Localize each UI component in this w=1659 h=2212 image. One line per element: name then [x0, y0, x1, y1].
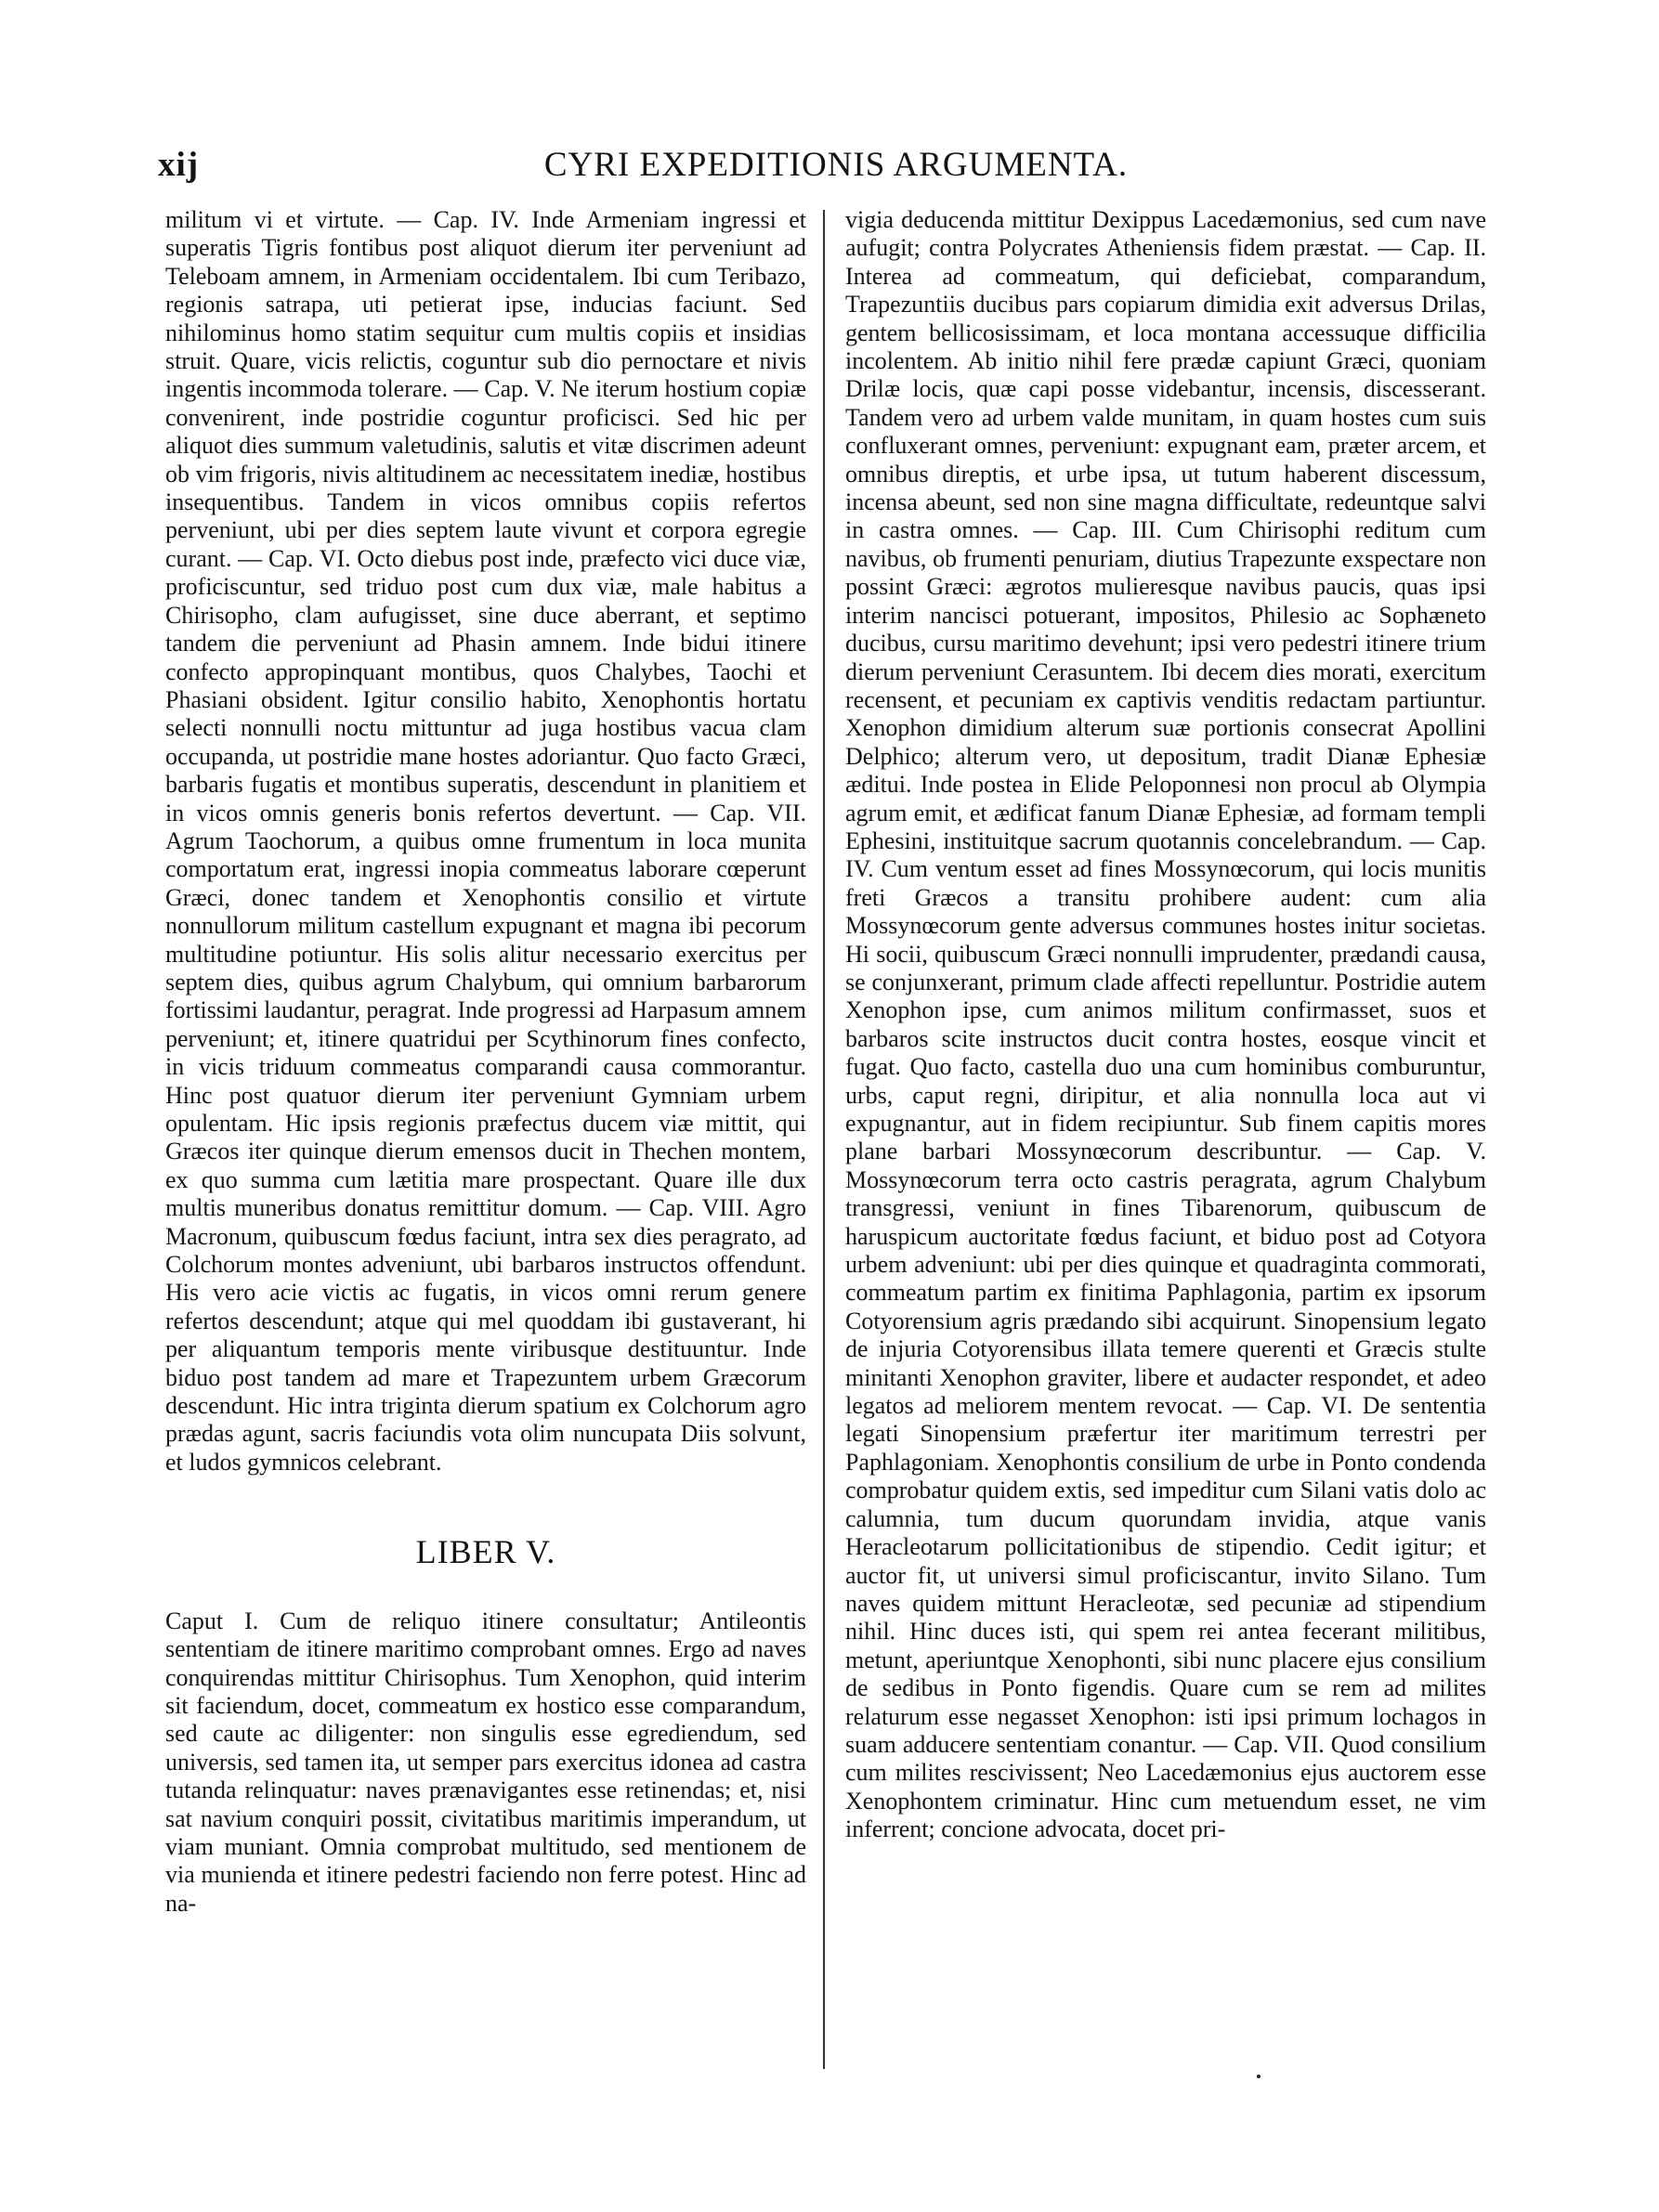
running-title: CYRI EXPEDITIONIS ARGUMENTA. — [543, 146, 1129, 184]
right-column-paragraph: vigia deducenda mittitur Dexippus Lacedæmonius, sed cum nave aufugit; contra Polycrates Atheniensis fidem præstat. — Cap. II. Interea ad commeatum, qui deficiebat, comparandum, Trapezuntiis ducibus pars copiarum dimidia exit adversus Drilas, gentem bellicosissimam, et loca montana accessuque difficilia incolentem. Ab initio nihil fere prædæ capiunt Græci, quoniam Drilæ locis, quæ capi posse videbantur, incensis, discesserant. Tandem vero ad urbem valde munitam, in quam hostes cum suis confluxerant omnes, perveniunt: expugnant eam, præter arcem, et omnibus direptis, et urbe ipsa, ut tutum haberent discessum, incensa abeunt, sed non sine magna difficultate, redeuntque salvi in castra omnes. — Cap. III. Cum Chirisophi reditum cum navibus, ob frumenti penuriam, diutius Trapezunte exspectare non possint Græci: ægrotos mulieresque navibus paucis, quas ipsi interim nancisci potuerant, impositos, Philesio ac Sophæneto ducibus, cursu maritimo devehunt; ipsi vero pedestri itinere trium dierum perveniunt Cerasuntem. Ibi decem dies morati, exercitum recensent, et pecuniam ex captivis venditis redactam partiuntur. Xenophon dimidium alterum suæ portionis consecrat Apollini Delphico; alterum vero, ut depositum, tradit Dianæ Ephesiæ æditui. Inde postea in Elide Peloponnesi non procul ab Olympia agrum emit, et ædificat fanum Dianæ Ephesiæ, ad formam templi Ephesini, instituitque sacrum quotannis concelebrandum. — Cap. IV. Cum ventum esset ad fines Mossynœcorum, qui locis munitis freti Græcos a transitu prohibere audent: cum alia Mossynœcorum gente adversus communes hostes initur societas. Hi socii, quibuscum Græci nonnulli imprudenter, prædandi causa, se conjunxerant, primum clade affecti repelluntur. Postridie autem Xenophon ipse, cum animos militum confirmasset, suos et barbaros scite instructos ducit contra hostes, eosque vincit et fugat. Quo facto, castella duo una cum hominibus comburuntur, urbs, caput regni, diripitur, et alia nonnulla loca aut vi expugnantur, aut in fidem recipiuntur. Sub finem capitis mores plane barbari Mossynœcorum describuntur. — Cap. V. Mossynœcorum terra octo castris peragrata, agrum Chalybum transgressi, veniunt in fines Tibarenorum, quibuscum de haruspicum auctoritate fœdus faciunt, et biduo post ad Cotyora urbem adveniunt: ubi per dies quinque et quadraginta commorati, commeatum partim ex finitima Paphlagonia, partim ex ipsorum Cotyorensium agris prædando sibi acquirunt. Sinopensium legato de injuria Cotyorensibus illata temere querenti et Græcis stulte minitanti Xenophon graviter, libere et audacter respondet, et adeo legatos ad meliorem mentem revocat. — Cap. VI. De sententia legati Sinopensium præfertur iter maritimum terrestri per Paphlagoniam. Xenophontis consilium de urbe in Ponto condenda comprobatur quidem extis, sed impeditur cum Silani vatis dolo ac calumnia, tum ducum quorundam invidia, atque vanis Heracleotarum pollicitationibus de stipendio. Cedit igitur; et auctor fit, ut universi simul proficiscantur, invito Silano. Tum naves quidem mittunt Heracleotæ, sed pecuniæ ad stipendium nihil. Hinc duces isti, qui spem rei antea fecerant militibus, metunt, aperiuntque Xenophonti, sibi nunc placere ejus consilium de sedibus in Ponto figendis. Quare cum se rem ad milites relaturum esse negasset Xenophon: isti ipsi primum lochagos in suam adducere sententiam conantur. — Cap. VII. Quod consilium cum milites rescivissent; Neo Lacedæmonius ejus auctorem esse Xenophontem criminatur. Hinc cum metuendum esset, ne vim inferrent; concione advocata, docet pri- — [845, 206, 1486, 1843]
left-column-paragraph: militum vi et virtute. — Cap. IV. Inde Armeniam ingressi et superatis Tigris fontibus post aliquot dierum iter perveniunt ad Teleboam amnem, in Armeniam occidentalem. Ibi cum Teribazo, regionis satrapa, uti petierat ipse, inducias faciunt. Sed nihilominus homo statim sequitur cum multis copiis et insidias struit. Quare, vicis relictis, coguntur sub dio pernoctare et nivis ingentis incommoda tolerare. — Cap. V. Ne iterum hostium copiæ convenirent, inde postridie coguntur proficisci. Sed hic per aliquot dies summum valetudinis, salutis et vitæ discrimen adeunt ob vim frigoris, nivis altitudinem ac necessitatem inediæ, hostibus insequentibus. Tandem in vicos omnibus copiis refertos perveniunt, ubi per dies septem laute vivunt et corpora egregie curant. — Cap. VI. Octo diebus post inde, præfecto vici duce viæ, proficiscuntur, sed triduo post cum dux viæ, male habitus a Chirisopho, clam aufugisset, sine duce aberrant, et septimo tandem die perveniunt ad Phasin amnem. Inde bidui itinere confecto appropinquant montibus, quos Chalybes, Taochi et Phasiani obsident. Igitur consilio habito, Xenophontis hortatu selecti nonnulli noctu mittuntur ad juga hostibus vacua clam occupanda, ut postridie mane hostes adoriantur. Quo facto Græci, barbaris fugatis et montibus superatis, descendunt in planitiem et in vicos omnis generis bonis refertos devertunt. — Cap. VII. Agrum Taochorum, a quibus omne frumentum in loca munita comportatum erat, ingressi inopia commeatus laborare cœperunt Græci, donec tandem et Xenophontis consilio et virtute nonnullorum militum castellum expugnant et magna ibi pecorum multitudine potiuntur. His solis alitur necessario exercitus per septem dies, quibus agrum Chalybum, qui omnium barbarorum fortissimi laudantur, peragrat. Inde progressi ad Harpasum amnem perveniunt; et, itinere quatridui per Scythinorum fines confecto, in vicis triduum commeatus comparandi causa commorantur. Hinc post quatuor dierum iter perveniunt Gymniam urbem opulentam. Hic ipsis regionis præfectus ducem viæ mittit, qui Græcos iter quinque dierum emensos ducit in Thechen montem, ex quo summa cum lætitia mare prospectant. Quare ille dux multis muneribus donatus remittitur domum. — Cap. VIII. Agro Macronum, quibuscum fœdus faciunt, intra sex dies peragrato, ad Colchorum montes adveniunt, ubi barbaros instructos offendunt. His vero acie victis ac fugatis, in vicos omni rerum genere refertos descendunt; atque qui mel quoddam ibi gustaverant, hi per aliquantum temporis mente viribusque destituuntur. Inde biduo post tandem ad mare et Trapezuntem urbem Græcorum descendunt. Hic intra triginta dierum spatium ex Colchorum agro prædas agunt, sacris faciundis vota olim nuncupata Diis solvunt, et ludos gymnicos celebrant. — [165, 206, 806, 1476]
left-column — [165, 206, 806, 1918]
left-column-paragraph: Caput I. Cum de reliquo itinere consultatur; Antileontis sententiam de itinere maritimo comprobant omnes. Ergo ad naves conquirendas mittitur Chirisophus. Tum Xenophon, quid interim sit faciendum, docet, commeatum ex hostico esse comparandum, sed caute ac diligenter: non singulis esse egrediendum, sed universis, sed tamen ita, ut semper pars exercitus idonea ad castra tutanda relinquatur: naves prænavigantes esse retinendas; et, nisi sat navium conquiri possit, civitatibus maritimis imperandum, ut viam muniant. Omnia comprobat multitudo, sed mentionem de via munienda et itinere pedestri faciendo non ferre potest. Hinc ad na- — [165, 1607, 806, 1917]
column-divider — [823, 210, 825, 2069]
right-column — [845, 206, 1486, 1844]
printer-mark — [1257, 2075, 1261, 2078]
page-number: xij — [158, 146, 200, 184]
book-heading: LIBER V. — [415, 1533, 556, 1571]
running-header — [158, 139, 1514, 195]
